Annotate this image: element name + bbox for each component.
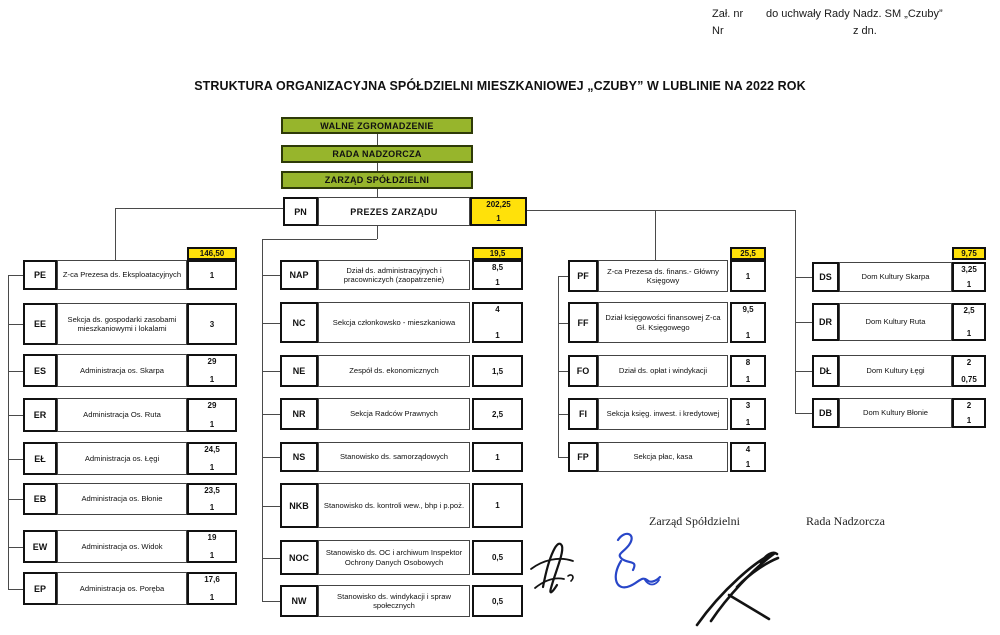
connector-line [377, 189, 378, 197]
staffing-value: 1 [209, 463, 215, 472]
org-unit-fi-staffing [730, 398, 766, 430]
org-unit-ns-label: Stanowisko ds. samorządowych [318, 442, 470, 472]
connector-line [377, 226, 378, 239]
staffing-value: 0,75 [961, 375, 977, 384]
org-unit-es-staffing [187, 354, 237, 387]
org-unit-er-label: Administracja Os. Ruta [57, 398, 187, 432]
column-total-badge: 25,5 [730, 247, 766, 260]
org-unit-ew-label: Administracja os. Widok [57, 530, 187, 563]
connector-line [795, 371, 812, 372]
column-total-badge: 19,5 [472, 247, 523, 260]
org-unit-db-staffing [952, 398, 986, 428]
staffing-value: 4 [745, 445, 751, 454]
org-unit-ds-label: Dom Kultury Skarpa [839, 262, 952, 292]
attachment-note-zal-text: do uchwały Rady Nadz. SM „Czuby” [766, 8, 943, 20]
org-unit-nap-label: Dział ds. administracyjnych i pracowniczych (zaopatrzenie) [318, 260, 470, 290]
connector-line [262, 323, 280, 324]
connector-line [8, 275, 23, 276]
connector-line [262, 457, 280, 458]
governance-box: ZARZĄD SPÓŁDZIELNI [281, 171, 473, 189]
connector-line [795, 322, 812, 323]
staffing-value: 1 [745, 375, 751, 384]
org-unit-noc-label: Stanowisko ds. OC i archiwum Inspektor Ochrony Danych Osobowych [318, 540, 470, 575]
org-unit-ep-code: EP [23, 572, 57, 605]
staffing-value: 2,5 [963, 306, 975, 315]
staffing-value: 29 [207, 357, 217, 366]
signature-label-board: Zarząd Spółdzielni [649, 514, 740, 528]
org-unit-el-code: EŁ [23, 442, 57, 475]
staffing-value: 24,5 [204, 445, 220, 454]
org-unit-es-label: Administracja os. Skarpa [57, 354, 187, 387]
org-unit-dr-label: Dom Kultury Ruta [839, 303, 952, 341]
connector-line [8, 275, 9, 589]
connector-line [8, 547, 23, 548]
signature-label-council: Rada Nadzorcza [806, 514, 885, 528]
org-unit-pe-label: Z-ca Prezesa ds. Eksploatacyjnych [57, 260, 187, 290]
org-unit-ne-label: Zespół ds. ekonomicznych [318, 355, 470, 387]
org-unit-dl-code: DŁ [812, 355, 839, 387]
org-unit-ds-code: DS [812, 262, 839, 292]
org-unit-el-staffing [187, 442, 237, 475]
staffing-value: 1 [209, 503, 215, 512]
org-unit-dr-staffing [952, 303, 986, 341]
connector-line [8, 499, 23, 500]
org-unit-eb-staffing [187, 483, 237, 515]
org-unit-ee-label: Sekcja ds. gospodarki zasobami mieszkaniowymi i lokalami [57, 303, 187, 345]
org-unit-ds-staffing [952, 262, 986, 292]
connector-line [8, 324, 23, 325]
org-unit-fi-label: Sekcja księg. inwest. i kredytowej [598, 398, 728, 430]
org-unit-ff-label: Dział księgowości finansowej Z-ca Gł. Księgowego [598, 302, 728, 343]
staffing-value: 1 [495, 501, 500, 510]
org-unit-nkb-staffing [472, 483, 523, 528]
org-unit-nw-code: NW [280, 585, 318, 617]
org-unit-pe-staffing [187, 260, 237, 290]
org-unit-nc-code: NC [280, 302, 318, 343]
staffing-value: 23,5 [204, 486, 220, 495]
org-unit-pf-label: Z-ca Prezesa ds. finans.- Główny Księgowy [598, 260, 728, 292]
staffing-value: 8,5 [491, 263, 504, 272]
org-unit-dr-code: DR [812, 303, 839, 341]
signature-scrawl-2 [616, 534, 660, 588]
signature-scrawl-1 [531, 544, 573, 593]
org-unit-ep-label: Administracja os. Poręba [57, 572, 187, 605]
connector-line [262, 275, 280, 276]
org-unit-ne-code: NE [280, 355, 318, 387]
staffing-value: 8 [745, 358, 751, 367]
org-unit-nap-staffing [472, 260, 523, 290]
attachment-note-nr-label: Nr [712, 25, 724, 37]
org-unit-ff-code: FF [568, 302, 598, 343]
org-unit-eb-code: EB [23, 483, 57, 515]
org-unit-noc-code: NOC [280, 540, 318, 575]
org-unit-nkb-label: Stanowisko ds. kontroli wew., bhp i p.poż. [318, 483, 470, 528]
org-unit-fo-code: FO [568, 355, 598, 387]
connector-line [558, 371, 568, 372]
attachment-note-zal-label: Zał. nr [712, 8, 744, 20]
president-staffing-sub: 1 [496, 214, 501, 223]
staffing-value: 19 [207, 533, 217, 542]
connector-line [8, 371, 23, 372]
org-unit-db-label: Dom Kultury Błonie [839, 398, 952, 428]
connector-line [262, 239, 377, 240]
org-unit-dl-label: Dom Kultury Łęgi [839, 355, 952, 387]
org-unit-ns-staffing [472, 442, 523, 472]
org-unit-fp-label: Sekcja płac, kasa [598, 442, 728, 472]
president-title: PREZES ZARZĄDU [318, 197, 470, 226]
staffing-value: 1 [745, 460, 751, 469]
staffing-value: 1 [209, 270, 215, 280]
org-unit-ew-staffing [187, 530, 237, 563]
column-total-badge: 9,75 [952, 247, 986, 260]
staffing-value: 1 [745, 271, 751, 281]
connector-line [558, 323, 568, 324]
staffing-value: 9,5 [742, 305, 754, 314]
org-unit-ns-code: NS [280, 442, 318, 472]
connector-line [8, 415, 23, 416]
connector-line [115, 208, 283, 209]
org-unit-dl-staffing [952, 355, 986, 387]
org-unit-pf-staffing [730, 260, 766, 292]
president-staffing-total: 202,25 [486, 200, 511, 209]
org-unit-eb-label: Administracja os. Błonie [57, 483, 187, 515]
org-unit-ee-code: EE [23, 303, 57, 345]
connector-line [262, 601, 280, 602]
staffing-value: 3 [209, 319, 215, 329]
president-staffing [470, 197, 527, 226]
staffing-value: 1 [966, 416, 972, 425]
staffing-value: 0,5 [491, 596, 504, 606]
connector-line [8, 459, 23, 460]
connector-line [115, 208, 116, 260]
staffing-value: 2 [966, 358, 972, 367]
connector-line [527, 210, 795, 211]
org-unit-pe-code: PE [23, 260, 57, 290]
org-unit-nc-label: Sekcja członkowsko - mieszkaniowa [318, 302, 470, 343]
staffing-value: 1 [745, 418, 751, 427]
connector-line [262, 371, 280, 372]
org-unit-db-code: DB [812, 398, 839, 428]
page-title: STRUKTURA ORGANIZACYJNA SPÓŁDZIELNI MIESZKANIOWEJ „CZUBY” W LUBLINIE NA 2022 ROK [194, 79, 806, 93]
org-unit-nc-staffing [472, 302, 523, 343]
staffing-value: 1 [745, 331, 751, 340]
org-unit-nr-label: Sekcja Radców Prawnych [318, 398, 470, 430]
org-unit-ep-staffing [187, 572, 237, 605]
org-unit-er-staffing [187, 398, 237, 432]
org-unit-fp-code: FP [568, 442, 598, 472]
connector-line [655, 210, 656, 260]
org-unit-nkb-code: NKB [280, 483, 318, 528]
staffing-value: 3 [745, 401, 751, 410]
governance-box: WALNE ZGROMADZENIE [281, 117, 473, 134]
connector-line [795, 277, 812, 278]
staffing-value: 4 [495, 305, 500, 314]
connector-line [558, 276, 568, 277]
connector-line [558, 414, 568, 415]
staffing-value: 1 [209, 593, 215, 602]
connector-line [8, 589, 23, 590]
staffing-value: 1 [966, 329, 972, 338]
connector-line [262, 558, 280, 559]
org-unit-nr-staffing [472, 398, 523, 430]
org-unit-fp-staffing [730, 442, 766, 472]
column-total-badge: 146,50 [187, 247, 237, 260]
staffing-value: 3,25 [961, 265, 977, 274]
org-unit-es-code: ES [23, 354, 57, 387]
org-unit-fi-code: FI [568, 398, 598, 430]
governance-box: RADA NADZORCZA [281, 145, 473, 163]
attachment-note-date-text: z dn. [853, 25, 877, 37]
org-unit-ff-staffing [730, 302, 766, 343]
org-unit-fo-label: Dział ds. opłat i windykacji [598, 355, 728, 387]
staffing-value: 1 [209, 375, 215, 384]
connector-line [558, 457, 568, 458]
org-unit-fo-staffing [730, 355, 766, 387]
org-unit-nw-label: Stanowisko ds. windykacji i spraw społecznych [318, 585, 470, 617]
president-code: PN [283, 197, 318, 226]
connector-line [262, 414, 280, 415]
handwritten-signatures [505, 525, 805, 635]
org-unit-ee-staffing [187, 303, 237, 345]
staffing-value: 1 [495, 452, 500, 462]
connector-line [558, 276, 559, 457]
staffing-value: 2,5 [491, 409, 504, 419]
org-unit-ne-staffing [472, 355, 523, 387]
staffing-value: 1 [495, 331, 500, 340]
org-unit-er-code: ER [23, 398, 57, 432]
staffing-value: 2 [966, 401, 972, 410]
org-unit-pf-code: PF [568, 260, 598, 292]
connector-line [795, 210, 796, 413]
connector-line [377, 134, 378, 145]
staffing-value: 1 [209, 551, 215, 560]
signature-scrawl-3 [697, 553, 778, 625]
org-unit-nap-code: NAP [280, 260, 318, 290]
staffing-value: 17,6 [204, 575, 220, 584]
staffing-value: 1,5 [491, 366, 504, 376]
connector-line [377, 163, 378, 171]
org-unit-ew-code: EW [23, 530, 57, 563]
connector-line [795, 413, 812, 414]
org-unit-nr-code: NR [280, 398, 318, 430]
staffing-value: 1 [209, 420, 215, 429]
staffing-value: 29 [207, 401, 217, 410]
staffing-value: 0,5 [491, 553, 504, 562]
staffing-value: 1 [966, 280, 972, 289]
connector-line [262, 239, 263, 601]
org-unit-el-label: Administracja os. Łęgi [57, 442, 187, 475]
connector-line [262, 506, 280, 507]
staffing-value: 1 [495, 278, 500, 287]
